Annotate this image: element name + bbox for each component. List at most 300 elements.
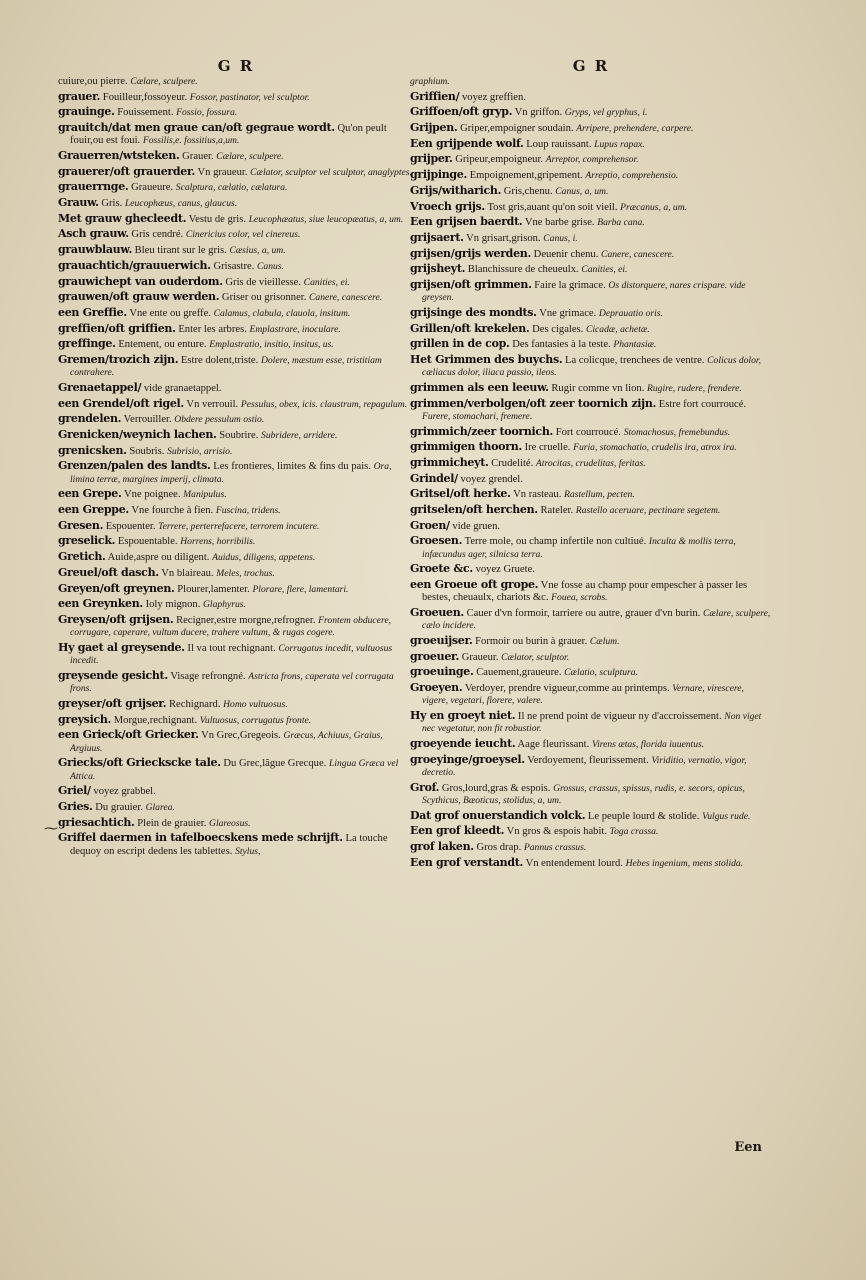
latin-gloss: Cælatio, sculptura. xyxy=(564,667,638,679)
headword: groeuijser. xyxy=(410,634,473,648)
headword: Dat grof onuerstandich volck. xyxy=(410,808,586,822)
headword: grauachtich/grauuerwich. xyxy=(58,258,211,272)
french-gloss: Formoir ou burin à grauer. xyxy=(475,636,588,648)
latin-gloss: Ora, limina terræ, margines imperij, climata. xyxy=(70,461,392,485)
headword: greselick. xyxy=(58,534,116,548)
dictionary-entry xyxy=(58,535,414,548)
dictionary-entry xyxy=(58,323,414,336)
dictionary-entry xyxy=(58,551,414,564)
dictionary-entry xyxy=(58,166,414,179)
headword: Een grof verstandt. xyxy=(410,855,524,869)
french-gloss: Terre mole, ou champ infertile non cultiué. xyxy=(464,536,647,548)
dictionary-entry xyxy=(410,857,772,870)
latin-gloss: Cicadæ, achetæ. xyxy=(585,323,650,335)
right-running-header: G R xyxy=(572,57,610,75)
french-gloss: Aage fleurissant. xyxy=(517,739,590,751)
dictionary-entry xyxy=(410,75,772,88)
dictionary-entry xyxy=(410,263,772,276)
french-gloss: Soubrire. xyxy=(219,430,259,442)
french-gloss: vide granaetappel. xyxy=(143,382,222,394)
dictionary-entry xyxy=(410,106,772,119)
french-gloss: Visage refrongné. xyxy=(170,670,246,682)
dictionary-entry xyxy=(58,817,414,830)
french-gloss: Rechignard. xyxy=(168,698,221,710)
right-entries xyxy=(410,75,772,870)
latin-gloss: Glareosus. xyxy=(209,817,251,829)
french-gloss: Le peuple lourd & stolide. xyxy=(587,810,700,822)
french-gloss: Morgue,rechignant. xyxy=(113,714,198,726)
french-gloss: Gris,chenu. xyxy=(503,185,553,197)
headword: greyser/oft grijser. xyxy=(58,696,167,710)
french-gloss: Gros,lourd,gras & espois. xyxy=(441,782,551,794)
headword: Gretich. xyxy=(58,550,106,564)
headword: Griffel daermen in tafelboecskens mede schrijft. xyxy=(58,831,343,845)
latin-gloss: Arripere, prehendere, carpere. xyxy=(576,123,694,135)
latin-gloss: Glarea. xyxy=(145,801,175,813)
french-gloss: Il va tout rechignant. xyxy=(187,642,276,654)
headword: Grillen/oft krekelen. xyxy=(410,321,530,335)
latin-gloss: Vultuosus, corrugatus fronte. xyxy=(199,714,312,726)
dictionary-entry xyxy=(58,228,414,241)
dictionary-entry xyxy=(58,504,414,517)
dictionary-entry xyxy=(58,785,414,798)
latin-gloss: Cælator, sculptor. xyxy=(501,651,570,663)
dictionary-entry xyxy=(410,666,772,679)
latin-gloss: Homo vultuosus. xyxy=(223,698,288,710)
headword: Hy gaet al greysende. xyxy=(58,640,185,654)
right-column xyxy=(410,58,772,873)
latin-gloss: Cælum. xyxy=(589,636,620,648)
latin-gloss: Græcus, Achiuus, Graius, Argiuus. xyxy=(70,730,383,754)
headword: grauinge. xyxy=(58,105,115,119)
dictionary-entry xyxy=(410,248,772,261)
headword: grenicsken. xyxy=(58,443,127,457)
dictionary-entry xyxy=(410,682,772,708)
latin-gloss: Rugire, rudere, frendere. xyxy=(647,382,742,394)
latin-gloss: Pessulus, obex, icis. claustrum, repagulum. xyxy=(240,398,408,410)
dictionary-entry xyxy=(410,473,772,486)
headword: Grijs/witharich. xyxy=(410,183,502,197)
headword: groeuinge. xyxy=(410,665,474,679)
dictionary-entry xyxy=(58,583,414,596)
dictionary-entry xyxy=(58,413,414,426)
latin-gloss: Atrocitas, crudelitas, feritas. xyxy=(535,458,646,470)
headword: gritselen/oft herchen. xyxy=(410,503,538,517)
dictionary-entry xyxy=(410,153,772,166)
french-gloss: Vne barbe grise. xyxy=(524,217,595,229)
french-gloss: Vn Grec,Gregeois. xyxy=(201,730,281,742)
french-gloss: Vn grisart,grison. xyxy=(466,232,541,244)
dictionary-entry xyxy=(410,754,772,780)
headword: grijsen/grijs werden. xyxy=(410,246,532,260)
dictionary-entry xyxy=(58,382,414,395)
dictionary-entry xyxy=(410,307,772,320)
french-gloss: Tost gris,auant qu'on soit vieil. xyxy=(487,201,618,213)
dictionary-entry xyxy=(410,279,772,305)
french-gloss: voyez greffien. xyxy=(461,91,526,103)
dictionary-entry xyxy=(410,201,772,214)
headword: grijsen/oft grimmen. xyxy=(410,277,532,291)
french-gloss: Bleu tirant sur le gris. xyxy=(134,245,227,257)
headword: grimmicheyt. xyxy=(410,456,489,470)
dictionary-entry xyxy=(410,810,772,823)
latin-gloss: Hebes ingenium, mens stolida. xyxy=(625,857,744,869)
dictionary-entry xyxy=(410,782,772,808)
latin-gloss: Stomachosus, fremebundus. xyxy=(623,426,731,438)
latin-gloss: Non viget nec vegetatur, non fit robustior. xyxy=(422,711,762,735)
latin-gloss: Leucophæatus, siue leucopæatus, a, um. xyxy=(248,213,404,225)
latin-gloss: Lupus rapax. xyxy=(594,138,645,150)
french-gloss: Verdoyer, prendre vigueur,comme au printemps. xyxy=(464,683,670,695)
left-entries xyxy=(58,75,414,858)
headword: greysende gesicht. xyxy=(58,668,168,682)
headword: grauerrnge. xyxy=(58,180,129,194)
dictionary-entry xyxy=(58,106,414,119)
dictionary-entry xyxy=(58,460,414,486)
french-gloss: Cauement,graueure. xyxy=(476,667,562,679)
headword: greysich. xyxy=(58,712,112,726)
latin-gloss: Plorare, flere, lamentari. xyxy=(252,583,349,595)
headword: grimmich/zeer toornich. xyxy=(410,424,554,438)
headword: Grauw. xyxy=(58,196,99,210)
french-gloss: Des fantasies à la teste. xyxy=(512,339,611,351)
dictionary-entry xyxy=(410,441,772,454)
headword: Gremen/trozich zijn. xyxy=(58,352,179,366)
left-running-header: G R xyxy=(217,57,255,75)
french-gloss: Rateler. xyxy=(540,505,574,517)
dictionary-entry xyxy=(410,651,772,664)
headword: Griecks/oft Grieckscke tale. xyxy=(58,756,221,770)
latin-gloss: Grossus, crassus, spissus, rudis, e. secors, opicus, Scythicus, Bæoticus, stolidus, a, um. xyxy=(422,782,745,807)
latin-gloss: Subrisio, arrisio. xyxy=(167,445,233,457)
latin-gloss: Cæsius, a, um. xyxy=(229,245,286,257)
latin-gloss: Fouea, scrobs. xyxy=(551,592,608,604)
headword: Greyen/oft greynen. xyxy=(58,581,175,595)
french-gloss: Gris cendré. xyxy=(131,229,184,241)
headword: grijsaert. xyxy=(410,230,464,244)
latin-gloss: Canus. xyxy=(257,260,284,272)
french-gloss: Gris. xyxy=(101,198,123,210)
dictionary-entry xyxy=(410,457,772,470)
headword: groeyende ieucht. xyxy=(410,737,516,751)
french-gloss: Vn blaireau. xyxy=(161,567,214,579)
dictionary-entry xyxy=(58,213,414,226)
latin-gloss: Rastello aceruare, pectinare segetem. xyxy=(575,505,721,517)
latin-gloss: Cælator, sculptor vel sculptor, anaglyptes. xyxy=(250,166,412,178)
french-gloss: Vne fosse au champ pour empescher à passer les bestes, cheuaulx, chariots &c. xyxy=(422,580,748,604)
french-gloss: Vn graueur. xyxy=(197,166,248,178)
headword: grimmen als een leeuw. xyxy=(410,380,549,394)
french-gloss: Vne poignee. xyxy=(124,489,181,501)
headword: grauer. xyxy=(58,89,101,103)
dictionary-entry xyxy=(410,635,772,648)
headword: een Groeue oft grope. xyxy=(410,578,539,592)
headword: Greysen/oft grijsen. xyxy=(58,612,174,626)
dictionary-entry xyxy=(410,138,772,151)
french-gloss: Griser ou grisonner. xyxy=(221,292,307,304)
french-gloss: Du grauier. xyxy=(95,801,143,813)
headword: grillen in de cop. xyxy=(410,337,510,351)
french-gloss: Verdoyement, fleurissement. xyxy=(527,754,649,766)
dictionary-entry xyxy=(410,185,772,198)
latin-gloss: Colicus dolor, cæliacus dolor, iliaca passio, ileos. xyxy=(422,354,761,379)
headword: groeyinge/groeysel. xyxy=(410,752,525,766)
latin-gloss: Pannus crassus. xyxy=(523,842,587,854)
headword: Greuel/oft dasch. xyxy=(58,565,159,579)
french-gloss: Graueure. xyxy=(131,182,174,194)
latin-gloss: Inculta & mollis terra, infæcundus ager, silnicsa terra. xyxy=(422,536,736,560)
headword: Griffien/ xyxy=(410,89,460,103)
headword: Groeyen. xyxy=(410,681,463,695)
latin-gloss: Stylus, xyxy=(235,845,261,857)
dictionary-entry xyxy=(58,429,414,442)
headword: een Greynken. xyxy=(58,597,143,611)
latin-gloss: Arreptio, comprehensio. xyxy=(585,170,679,182)
headword: greffien/oft griffien. xyxy=(58,321,176,335)
dictionary-entry xyxy=(410,535,772,561)
latin-gloss: Canere, canescere. xyxy=(601,248,675,260)
headword: een Greppe. xyxy=(58,503,129,517)
french-gloss: Estre dolent,triste. xyxy=(180,354,259,366)
french-gloss: Griper,empoigner soudain. xyxy=(460,123,574,135)
dictionary-entry xyxy=(410,563,772,576)
latin-gloss: graphium. xyxy=(410,76,450,87)
dictionary-entry xyxy=(410,382,772,395)
latin-gloss: Canus, a, um. xyxy=(555,185,609,197)
headword: grijpinge. xyxy=(410,168,468,182)
french-gloss: La touche dequoy on escript dedens les tablettes. xyxy=(70,833,388,857)
latin-gloss: Emplastratio, insitio, insitus, us. xyxy=(209,339,334,351)
french-gloss: Crudelité. xyxy=(491,458,534,470)
dictionary-entry xyxy=(58,260,414,273)
french-gloss: Vne fourche à fien. xyxy=(131,505,214,517)
french-gloss: Blanchissure de cheueulx. xyxy=(467,264,579,276)
french-gloss: Soubris. xyxy=(129,445,165,457)
left-column xyxy=(58,58,414,860)
dictionary-entry xyxy=(410,91,772,104)
dictionary-entry xyxy=(58,757,414,783)
french-gloss: Deuenir chenu. xyxy=(533,248,599,260)
headword: Met grauw ghecleedt. xyxy=(58,211,187,225)
latin-gloss: Emplastrare, inoculare. xyxy=(249,323,341,335)
french-gloss: voyez grendel. xyxy=(460,473,523,485)
latin-gloss: Leucophæus, canus, glaucus. xyxy=(124,198,238,210)
dictionary-entry xyxy=(410,520,772,533)
latin-gloss: Manipulus. xyxy=(183,489,227,501)
latin-gloss: Glaphyrus. xyxy=(203,599,246,611)
dictionary-entry xyxy=(58,729,414,755)
headword: Vroech grijs. xyxy=(410,199,485,213)
headword: een Grepe. xyxy=(58,487,122,501)
french-gloss: Ire cruelle. xyxy=(524,442,571,454)
french-gloss: Il ne prend point de vigueur ny d'accroissement. xyxy=(517,711,722,723)
french-gloss: Loup rauissant. xyxy=(526,138,592,150)
headword: Groen/ xyxy=(410,518,450,532)
headword: Een grof kleedt. xyxy=(410,824,505,838)
headword: grimmigen thoorn. xyxy=(410,440,522,454)
french-gloss: Gris de vieillesse. xyxy=(225,276,302,288)
french-gloss: Ioly mignon. xyxy=(145,599,201,611)
french-gloss: Entement, ou enture. xyxy=(118,339,207,351)
french-gloss: Faire la grimace. xyxy=(534,279,606,291)
dictionary-entry xyxy=(58,801,414,814)
latin-gloss: Virens ætas, florida iuuentus. xyxy=(591,739,705,751)
dictionary-entry xyxy=(58,567,414,580)
latin-gloss: Furia, stomachatio, crudelis ira, atrox ira. xyxy=(573,442,737,454)
french-gloss: Vn griffon. xyxy=(514,107,563,119)
headword: grauitch/dat men graue can/oft gegraue wordt. xyxy=(58,121,335,135)
french-gloss: Gros drap. xyxy=(476,842,522,854)
latin-gloss: Gryps, vel gryphus, i. xyxy=(564,107,648,119)
latin-gloss: Fuscina, tridens. xyxy=(215,505,281,517)
latin-gloss: Toga crassa. xyxy=(609,826,659,838)
latin-gloss: Cinericius color, vel cinereus. xyxy=(185,229,301,241)
french-gloss: Empoignement,gripement. xyxy=(469,170,583,182)
dictionary-entry xyxy=(58,276,414,289)
french-gloss: Fouilleur,fossoyeur. xyxy=(102,91,188,103)
latin-gloss: Corrugatus incedit, vultuosus incedit. xyxy=(70,642,393,667)
french-gloss: Grisastre. xyxy=(213,260,255,272)
headword: greffinge. xyxy=(58,337,116,351)
french-gloss: Espouenter. xyxy=(105,520,156,532)
latin-gloss: Canere, canescere. xyxy=(309,292,383,304)
french-gloss: Plein de grauier. xyxy=(137,817,207,829)
latin-gloss: Fossilis,e. fossitius,a,um. xyxy=(142,135,240,147)
dictionary-entry xyxy=(410,738,772,751)
dictionary-entry xyxy=(410,607,772,633)
latin-gloss: Astricta frons, caperata vel corrugata frons. xyxy=(70,670,394,695)
latin-gloss: Viriditio, vernatio, vigor, decretio. xyxy=(422,754,747,779)
french-gloss: Recigner,estre morgne,refrogner. xyxy=(176,614,316,626)
headword: Gritsel/oft herke. xyxy=(410,487,511,501)
dictionary-entry xyxy=(58,338,414,351)
latin-gloss: Calamus, clabula, clauola, insitum. xyxy=(213,307,351,319)
french-gloss: Des cigales. xyxy=(532,323,584,335)
headword: Het Grimmen des buychs. xyxy=(410,352,563,366)
french-gloss: Auide,aspre ou diligent. xyxy=(107,552,210,564)
headword: Groeuen. xyxy=(410,606,464,620)
french-gloss: Fouissement. xyxy=(117,107,174,119)
french-gloss: Espouentable. xyxy=(117,536,178,548)
headword: Grindel/ xyxy=(410,471,458,485)
dictionary-entry xyxy=(58,614,414,640)
french-gloss: Grauer. xyxy=(182,151,214,163)
dictionary-entry xyxy=(410,169,772,182)
latin-gloss: Furere, stomachari, fremere. xyxy=(422,410,533,422)
headword: Een grijsen baerdt. xyxy=(410,215,523,229)
dictionary-entry xyxy=(410,825,772,838)
latin-gloss: Barba cana. xyxy=(597,217,645,229)
french-gloss: Verrouiller. xyxy=(123,414,172,426)
dictionary-entry xyxy=(410,398,772,424)
french-gloss: voyez grabbel. xyxy=(93,786,156,798)
latin-gloss: Vulgus rude. xyxy=(702,810,751,822)
latin-gloss: Cælare, sculpere. xyxy=(130,76,198,87)
french-gloss: Du Grec,lãgue Grecque. xyxy=(223,758,327,770)
dictionary-entry xyxy=(58,122,414,148)
latin-gloss: Canities, ei. xyxy=(303,276,350,288)
margin-pen-mark: ⁓ xyxy=(44,822,58,837)
latin-gloss: Præcanus, a, um. xyxy=(620,201,688,213)
dictionary-entry xyxy=(58,832,414,858)
latin-gloss: Rastellum, pecten. xyxy=(564,489,635,501)
headword: grauerer/oft grauerder. xyxy=(58,164,196,178)
french-gloss: La colicque, trenchees de ventre. xyxy=(565,354,705,366)
dictionary-entry xyxy=(58,398,414,411)
french-gloss: Enter les arbres. xyxy=(178,323,247,335)
headword: een Grieck/oft Griecker. xyxy=(58,728,199,742)
headword: grof laken. xyxy=(410,840,474,854)
dictionary-entry xyxy=(410,426,772,439)
headword: Groesen. xyxy=(410,534,463,548)
dictionary-entry xyxy=(410,488,772,501)
headword: groeuer. xyxy=(410,649,460,663)
dictionary-entry xyxy=(410,841,772,854)
french-gloss: cuiure,ou pierre. xyxy=(58,76,128,87)
dictionary-entry xyxy=(410,354,772,380)
headword: Een grijpende wolf. xyxy=(410,136,524,150)
latin-gloss: Fossor, pastinator, vel sculptor. xyxy=(189,91,310,103)
french-gloss: Fort courroucé. xyxy=(555,426,622,438)
french-gloss: Cauer d'vn formoir, tarriere ou autre, grauer d'vn burin. xyxy=(466,608,701,620)
headword: grauwichept van ouderdom. xyxy=(58,274,223,288)
latin-gloss: Dolere, mæstum esse, tristitiam contrahere. xyxy=(70,354,382,379)
dictionary-entry xyxy=(58,488,414,501)
latin-gloss: Horrens, horribilis. xyxy=(180,536,256,548)
french-gloss: Vn verrouil. xyxy=(186,398,239,410)
dictionary-entry xyxy=(410,122,772,135)
latin-gloss: Terrere, perterrefacere, terrorem incutere. xyxy=(158,520,320,532)
headword: Grof. xyxy=(410,780,440,794)
latin-gloss: Canities, ei. xyxy=(581,264,628,276)
dictionary-entry xyxy=(410,504,772,517)
dictionary-entry xyxy=(58,714,414,727)
latin-gloss: Lingua Græca vel Attica. xyxy=(70,758,399,782)
latin-gloss: Frontem obducere, corrugare, caperare, vultum ducere, trahere vultum, & rugas cogere. xyxy=(70,614,391,639)
catchword: Een xyxy=(734,1140,762,1155)
dictionary-entry xyxy=(58,642,414,668)
french-gloss: Graueur. xyxy=(461,651,499,663)
dictionary-entry xyxy=(58,670,414,696)
headword: Grenzen/palen des landts. xyxy=(58,459,211,473)
dictionary-entry xyxy=(58,354,414,380)
latin-gloss: Scalptura, cælatio, cælatura. xyxy=(175,182,288,194)
latin-gloss: Meles, trochus. xyxy=(216,567,275,579)
headword: grijsheyt. xyxy=(410,262,466,276)
latin-gloss: Arreptor, comprehensor. xyxy=(545,154,639,166)
headword: Gresen. xyxy=(58,518,104,532)
french-gloss: Vn gros & espois habit. xyxy=(506,826,608,838)
french-gloss: Vne ente ou greffe. xyxy=(129,307,211,319)
latin-gloss: Obdere pessulum ostio. xyxy=(174,414,265,426)
latin-gloss: Auidus, diligens, appetens. xyxy=(212,552,316,564)
dictionary-entry xyxy=(58,445,414,458)
headword: grauwen/oft grauw werden. xyxy=(58,290,220,304)
headword: Griffoen/oft gryp. xyxy=(410,105,513,119)
dictionary-entry xyxy=(410,338,772,351)
french-gloss: Vestu de gris. xyxy=(188,213,247,225)
french-gloss: Vn entendement lourd. xyxy=(525,857,623,869)
dictionary-entry xyxy=(410,216,772,229)
headword: Griel/ xyxy=(58,784,91,798)
headword: Asch grauw. xyxy=(58,227,129,241)
dictionary-entry xyxy=(58,291,414,304)
latin-gloss: Os distorquere, nares crispare. vide greysen. xyxy=(422,279,746,304)
headword: Grenicken/weynich lachen. xyxy=(58,428,217,442)
dictionary-entry xyxy=(58,197,414,210)
headword: grauwblauw. xyxy=(58,243,132,257)
dictionary-entry xyxy=(58,150,414,163)
